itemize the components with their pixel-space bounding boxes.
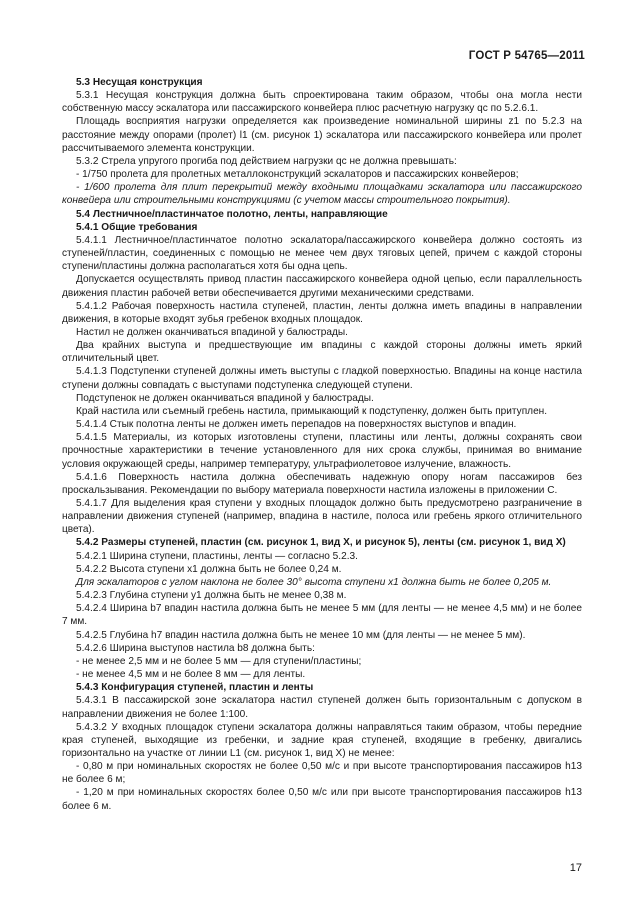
list-item: - 0,80 м при номинальных скоростях не более 0,50 м/с и при высоте транспортирования пассажиров h13 не более 6 м; (62, 761, 582, 786)
paragraph: 5.4.1.4 Стык полотна ленты не должен иметь перепадов на поверхностях выступов и впадин. (76, 419, 517, 431)
list-item: - 1,20 м при номинальных скоростях более 0,50 м/с или при высоте транспортирования пассажиров h13 более 6 м. (62, 787, 582, 812)
paragraph: 5.4.1.6 Поверхность настила должна обеспечивать надежную опору ногам пассажиров без проскальзывания. Рекомендации по выбору материала поверхности настила изложены в приложении С. (62, 471, 582, 496)
paragraph: 5.4.2.6 Ширина выступов настила b8 должна быть: (76, 642, 315, 654)
paragraph: Край настила или съемный гребень настила, примыкающий к подступенку, должен быть притуплен. (76, 405, 548, 417)
list-item: - 1/750 пролета для пролетных металлоконструкций эскалаторов и пассажирских конвейеров; (76, 169, 519, 181)
paragraph: 5.4.2.4 Ширина b7 впадин настила должна быть не менее 5 мм (для ленты — не менее 4,5 мм) и не более 7 мм. (62, 603, 582, 628)
subsection-heading: 5.4.2 Размеры ступеней, пластин (см. рисунок 1, вид Х, и рисунок 5), ленты (см. рисунок 1, вид Х) (76, 537, 566, 549)
paragraph: Два крайних выступа и предшествующие им впадины с каждой стороны должны иметь яркий отличительный цвет. (62, 340, 582, 365)
paragraph: 5.4.1.2 Рабочая поверхность настила ступеней, пластин, ленты должна иметь впадины в направлении движения, в которые входят зубья гребенок входных площадок. (62, 300, 582, 325)
paragraph: 5.4.1.7 Для выделения края ступени у входных площадок должно быть предусмотрено разграничение в направлении движения ступеней (например, впадина в настиле, полоса или гребень яркого отличительного цвета). (62, 498, 582, 536)
page-body (62, 76, 582, 813)
paragraph: 5.4.3.2 У входных площадок ступени эскалатора должны направляться таким образом, чтобы передние края ступеней, выходящие из гребенки, и задние края ступеней, входящие в гребенку, двигались горизонтально на участке от линии L1 (см. рисунок 1, вид Х) не менее: (62, 721, 582, 759)
paragraph: 5.4.3.1 В пассажирской зоне эскалатора настил ступеней должен быть горизонтальным с допуском в направлении движения не более 1:100. (62, 695, 582, 720)
list-item: - не менее 4,5 мм и не более 8 мм — для ленты. (76, 669, 306, 681)
document-code: ГОСТ Р 54765—2011 (468, 50, 585, 62)
section-heading: 5.4 Лестничное/пластинчатое полотно, ленты, направляющие (76, 208, 388, 220)
paragraph: 5.4.2.5 Глубина h7 впадин настила должна быть не менее 10 мм (для ленты — не менее 5 мм). (76, 629, 526, 641)
paragraph: Подступенок не должен оканчиваться впадиной у балюстрады. (76, 392, 374, 404)
paragraph: 5.4.1.1 Лестничное/пластинчатое полотно эскалатора/пассажирского конвейера должно состоять из ступеней/пластин, соединенных с помощью не менее чем двух тяговых цепей, причем с каждой стороны ступени/пластины должна располагаться хотя бы одна цепь. (62, 234, 582, 273)
paragraph: 5.4.1.5 Материалы, из которых изготовлены ступени, пластины или ленты, должны сохранять свои прочностные характеристики в течение установленного для них срока службы, принимая во внимание условия окружающей среды, например температуру, ультрафиолетовое излучение, влажность. (62, 432, 582, 470)
paragraph: 5.3.2 Стрела упругого прогиба под действием нагрузки qc не должна превышать: (76, 155, 457, 167)
paragraph: 5.4.2.3 Глубина ступени y1 должна быть не менее 0,38 м. (76, 590, 347, 602)
page-number: 17 (569, 862, 582, 874)
paragraph: 5.4.2.1 Ширина ступени, пластины, ленты — согласно 5.2.3. (76, 550, 358, 562)
subsection-heading: 5.4.3 Конфигурация ступеней, пластин и ленты (76, 682, 314, 694)
list-item: - не менее 2,5 мм и не более 5 мм — для ступени/пластины; (76, 655, 362, 667)
paragraph: Для эскалаторов с углом наклона не более 30° высота ступени x1 должна быть не более 0,205 м. (76, 576, 552, 588)
list-item: - 1/600 пролета для плит перекрытий между входными площадками эскалатора или пассажирского конвейера или строительными конструкциями (с учетом массы строительного покрытия). (62, 182, 582, 207)
paragraph: 5.3.1 Несущая конструкция должна быть спроектирована таким образом, чтобы она могла нести собственную массу эскалатора или пассажирского конвейера плюс расчетную нагрузку qc по 5.2.6.1. (62, 90, 582, 115)
paragraph: 5.4.2.2 Высота ступени x1 должна быть не более 0,24 м. (76, 563, 342, 575)
paragraph: 5.4.1.3 Подступенки ступеней должны иметь выступы с гладкой поверхностью. Впадины на конце настила ступени должны совпадать с выступами подступенка следующей ступени. (62, 366, 582, 391)
paragraph: Допускается осуществлять привод пластин пассажирского конвейера одной цепью, если параллельность движения пластин рабочей ветви обеспечивается другими механическими средствами. (62, 274, 582, 299)
subsection-heading: 5.4.1 Общие требования (76, 221, 198, 233)
paragraph: Настил не должен оканчиваться впадиной у балюстрады. (76, 326, 348, 338)
section-heading: 5.3 Несущая конструкция (76, 77, 203, 88)
paragraph: Площадь восприятия нагрузки определяется как произведение номинальной ширины z1 по 5.2.3 на расстояние между опорами (пролет) l1 (см. рисунок 1) эскалатора или пассажирского конвейера или пролет рассчитываемого элемента конструкции. (62, 116, 582, 154)
